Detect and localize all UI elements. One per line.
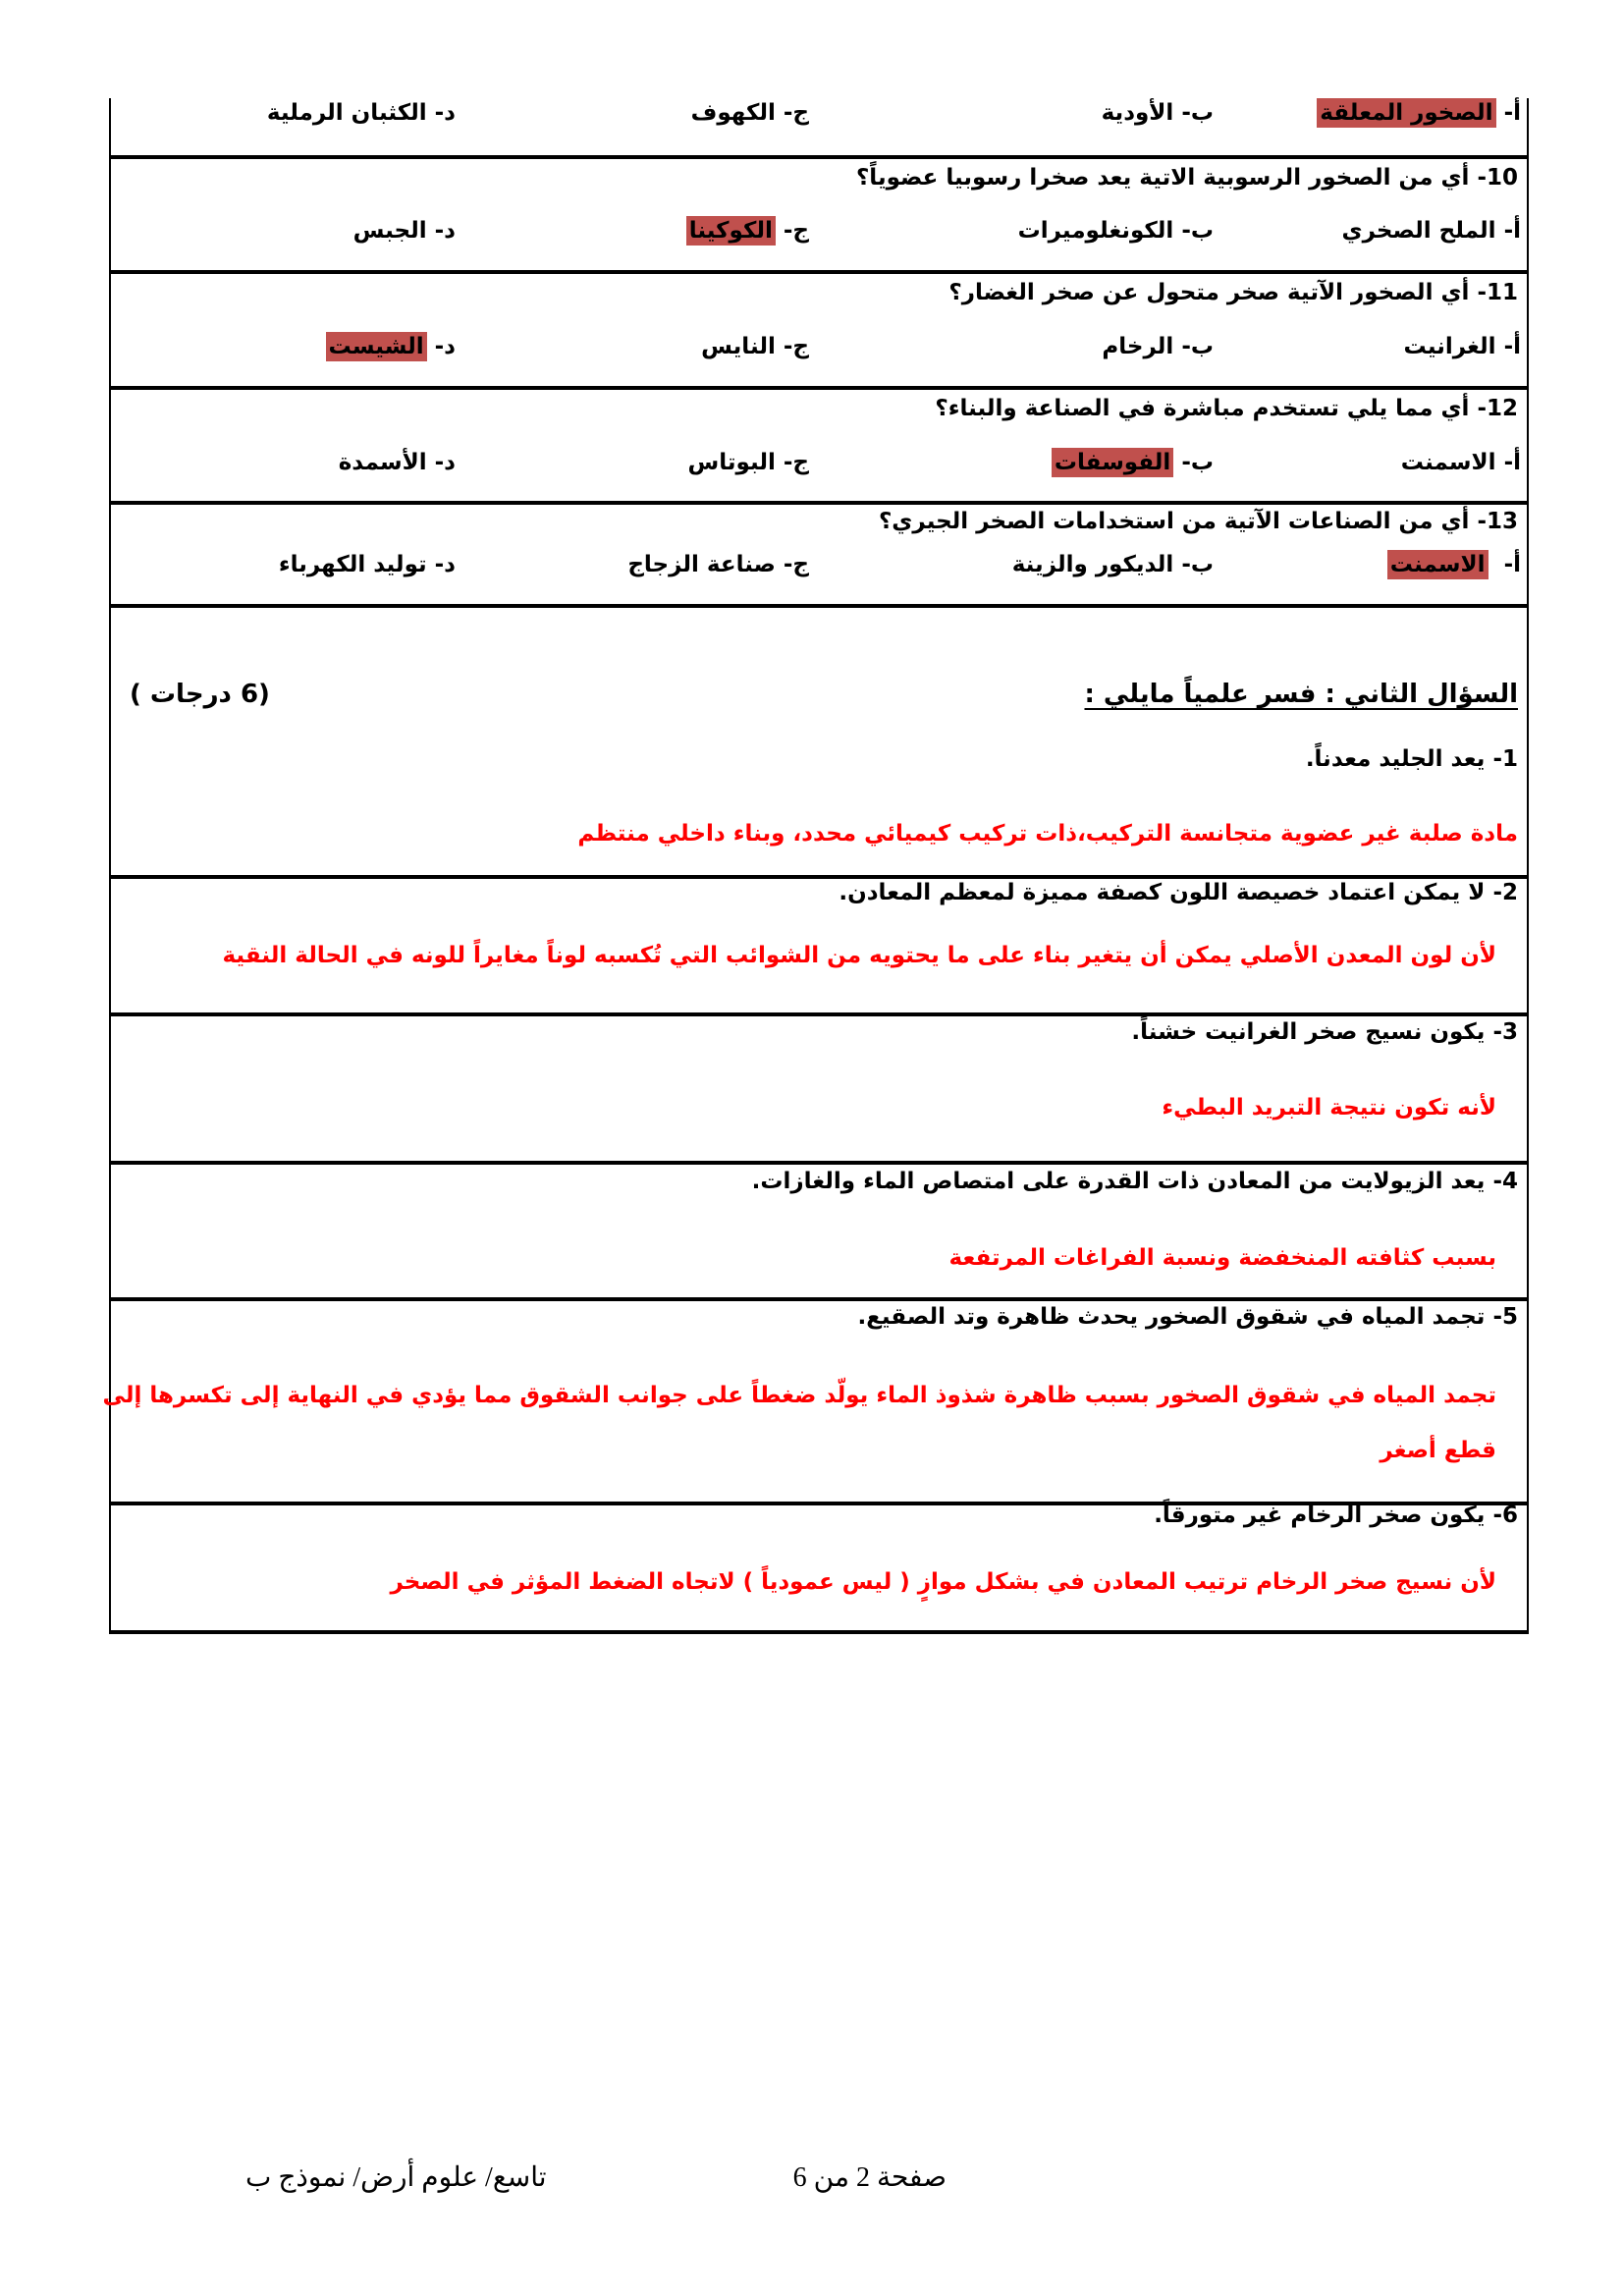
- option-text: البوتاس: [687, 450, 776, 475]
- option-c[interactable]: [688, 450, 809, 475]
- option-letter: ج-: [783, 552, 809, 577]
- row-divider: [109, 604, 1529, 608]
- item-answer: بسبب كثافته المنخفضة ونسبة الفراغات المرتفعة: [948, 1245, 1496, 1271]
- option-d[interactable]: [353, 218, 456, 244]
- option-b[interactable]: [1102, 334, 1214, 359]
- option-text: الديكور والزينة: [1011, 552, 1174, 577]
- option-text: صناعة الزجاج: [627, 552, 776, 577]
- item-question: 5- تجمد المياه في شقوق الصخور يحدث ظاهرة وتد الصقيع.: [857, 1304, 1518, 1330]
- option-c[interactable]: [691, 100, 809, 126]
- row-divider: [109, 1012, 1529, 1016]
- option-c[interactable]: [701, 334, 809, 359]
- option-letter: د-: [434, 218, 456, 244]
- option-letter: ج-: [783, 100, 809, 126]
- option-text-highlighted: الصخور المعلقة: [1317, 98, 1495, 128]
- item-question: 6- يكون صخر الرخام غير متورقاً.: [1154, 1503, 1518, 1528]
- option-a[interactable]: [1401, 450, 1521, 475]
- item-answer-line-2: قطع أصغر: [1380, 1438, 1496, 1463]
- option-letter: ب-: [1181, 450, 1214, 475]
- item-answer: مادة صلبة غير عضوية متجانسة التركيب،ذات تركيب كيميائي محدد، وبناء داخلي منتظم: [577, 821, 1518, 847]
- option-text: الكثبان الرملية: [266, 100, 427, 126]
- option-letter: د-: [434, 100, 456, 126]
- option-letter: أ-: [1503, 218, 1521, 244]
- option-c[interactable]: [686, 218, 809, 244]
- option-b[interactable]: [1012, 552, 1214, 577]
- question-text: 12- أي مما يلي تستخدم مباشرة في الصناعة والبناء؟: [935, 396, 1518, 421]
- row-divider: [109, 155, 1529, 159]
- option-text-highlighted: الفوسفات: [1052, 448, 1173, 477]
- option-letter: ج-: [783, 218, 809, 244]
- option-letter: ج-: [783, 334, 809, 359]
- option-text: الجبس: [352, 218, 427, 244]
- question-text: 13- أي من الصناعات الآتية من استخدامات الصخر الجيري؟: [878, 509, 1518, 534]
- row-divider: [109, 1297, 1529, 1301]
- option-letter: ب-: [1181, 100, 1214, 126]
- option-text: الرخام: [1102, 334, 1174, 359]
- option-letter: ب-: [1181, 334, 1214, 359]
- option-text: الأودية: [1101, 100, 1174, 126]
- option-text: الغرانيت: [1403, 334, 1496, 359]
- row-divider: [109, 270, 1529, 274]
- question-text: 11- أي الصخور الآتية صخر متحول عن صخر الغضار؟: [948, 280, 1518, 305]
- option-letter: د-: [434, 450, 456, 475]
- item-question: 1- يعد الجليد معدناً.: [1305, 746, 1518, 772]
- option-text: النايس: [701, 334, 776, 359]
- option-a[interactable]: [1387, 552, 1521, 577]
- item-answer: لأن لون المعدن الأصلي يمكن أن يتغير بناء على ما يحتويه من الشوائب التي تُكسبه لوناً مغايراً للونه في الحالة النقية: [222, 943, 1496, 968]
- option-text: الكهوف: [690, 100, 776, 126]
- item-question: 4- يعد الزيولايت من المعادن ذات القدرة على امتصاص الماء والغازات.: [751, 1169, 1518, 1194]
- option-text: الملح الصخري: [1341, 218, 1496, 244]
- page-number: صفحة 2 من 6: [792, 2162, 947, 2193]
- option-text: الأسمدة: [338, 450, 427, 475]
- row-divider: [109, 386, 1529, 390]
- item-question: 3- يكون نسيج صخر الغرانيت خشناً.: [1131, 1019, 1518, 1045]
- option-c[interactable]: [627, 552, 809, 577]
- option-b[interactable]: [1102, 100, 1214, 126]
- option-d[interactable]: [339, 450, 456, 475]
- course-label: تاسع/ علوم أرض/ نموذج ب: [245, 2162, 547, 2193]
- row-divider: [109, 875, 1529, 879]
- option-text-highlighted: الشيست: [326, 332, 427, 361]
- option-b[interactable]: [1052, 450, 1214, 475]
- option-text: الاسمنت: [1400, 450, 1496, 475]
- option-letter: ب-: [1181, 552, 1214, 577]
- option-a[interactable]: [1341, 218, 1521, 244]
- option-letter: د-: [434, 552, 456, 577]
- question-text: 10- أي من الصخور الرسوبية الاتية يعد صخرا رسوبيا عضوياً؟: [855, 165, 1518, 191]
- option-text-highlighted: الكوكينا: [686, 216, 776, 246]
- option-d[interactable]: [326, 334, 456, 359]
- row-divider: [109, 1630, 1529, 1634]
- option-text: توليد الكهرباء: [278, 552, 427, 577]
- row-divider: [109, 1161, 1529, 1165]
- option-d[interactable]: [267, 100, 456, 126]
- section-marks: (6 درجات ): [130, 680, 270, 709]
- option-letter: أ-: [1503, 100, 1521, 126]
- option-d[interactable]: [279, 552, 456, 577]
- option-a[interactable]: [1403, 334, 1521, 359]
- item-answer: لأن نسيج صخر الرخام ترتيب المعادن في بشكل موازٍ ( ليس عمودياً ) لاتجاه الضغط المؤثر في الصخر: [390, 1569, 1496, 1595]
- row-divider: [109, 501, 1529, 505]
- option-letter: د-: [434, 334, 456, 359]
- option-letter: ج-: [783, 450, 809, 475]
- option-text: الكونغلوميرات: [1017, 218, 1174, 244]
- option-text-highlighted: الاسمنت: [1387, 550, 1489, 579]
- option-letter: ب-: [1181, 218, 1214, 244]
- option-a[interactable]: [1317, 100, 1521, 126]
- option-letter: أ-: [1503, 334, 1521, 359]
- item-answer: لأنه تكون نتيجة التبريد البطيء: [1162, 1095, 1496, 1121]
- item-answer-line-1: تجمد المياه في شقوق الصخور بسبب ظاهرة شذوذ الماء يولّد ضغطاً على جوانب الشقوق مما يؤدي في النهاية إلى تكسرها إلى: [102, 1383, 1496, 1408]
- option-b[interactable]: [1018, 218, 1214, 244]
- option-letter: أ-: [1503, 552, 1521, 577]
- option-letter: أ-: [1503, 450, 1521, 475]
- item-question: 2- لا يمكن اعتماد خصيصة اللون كصفة مميزة لمعظم المعادن.: [839, 880, 1518, 905]
- section-title: السؤال الثاني : فسر علمياً مايلي :: [1084, 680, 1518, 709]
